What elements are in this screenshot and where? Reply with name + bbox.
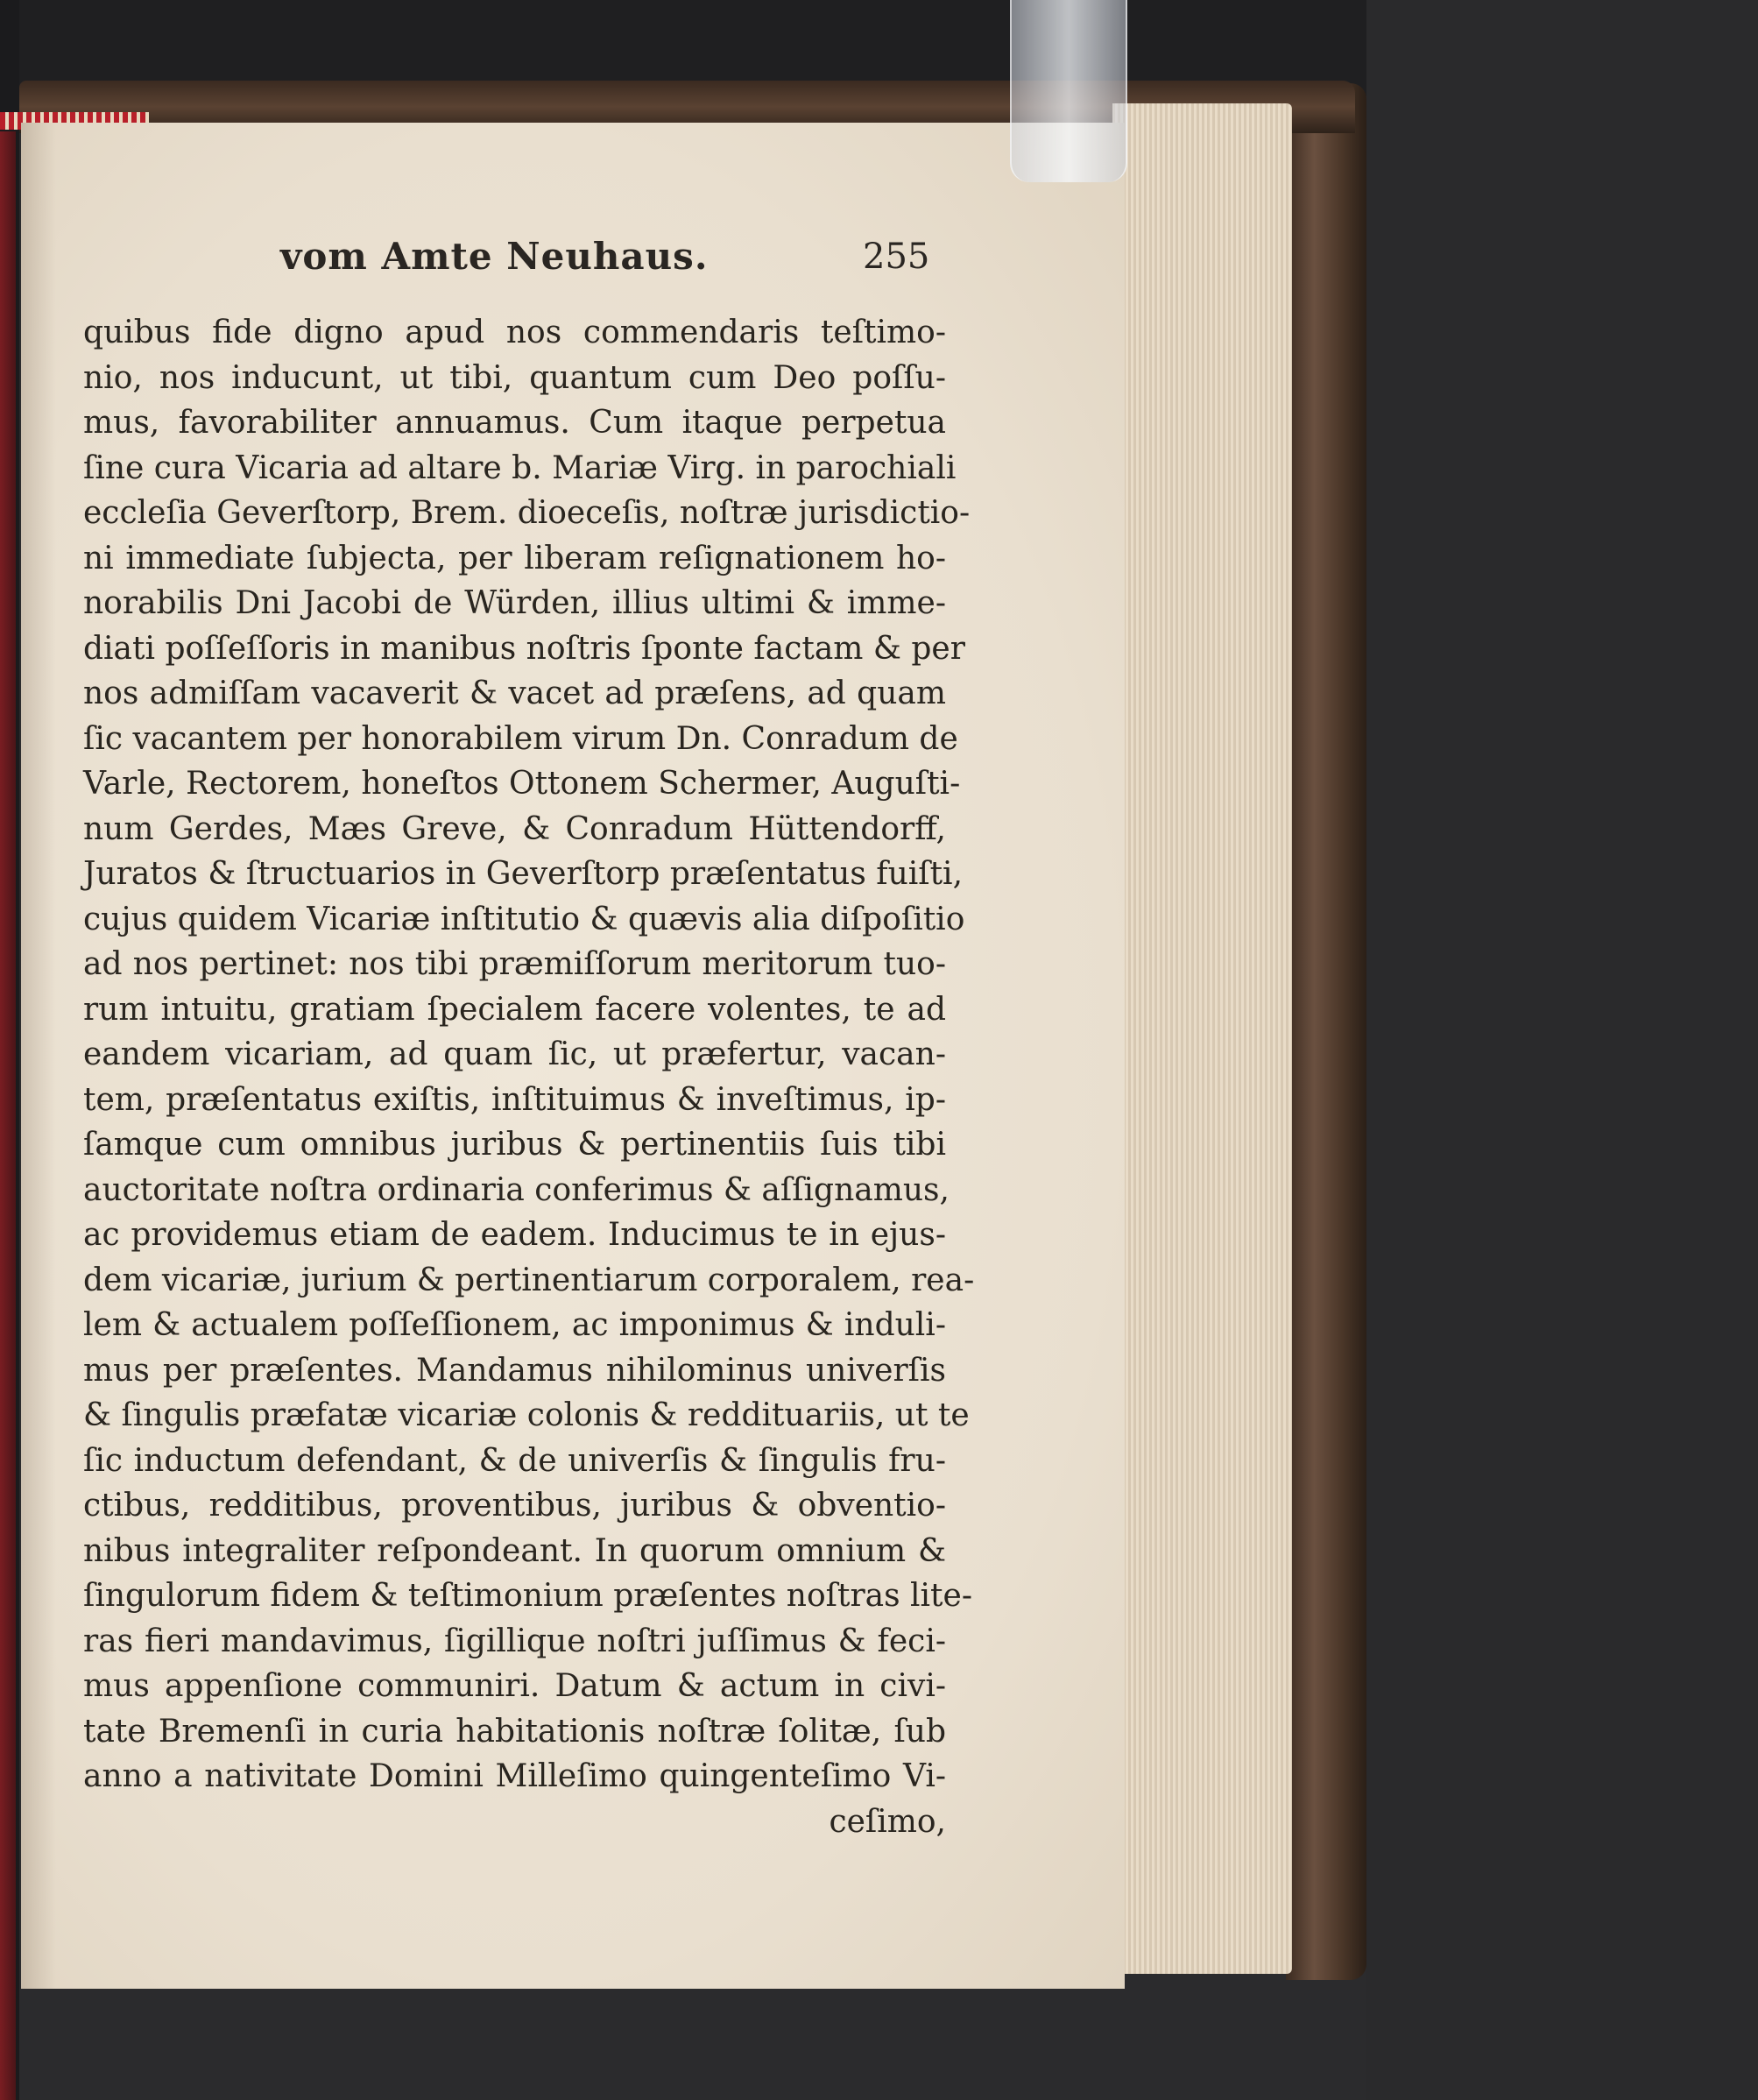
text-line: Juratos & ſtructuarios in Geverſtorp præſentatus fuiſti, (83, 856, 964, 892)
running-header (210, 235, 964, 296)
text-line: nos admiſſam vacaverit & vacet ad præſens, ad quam (83, 675, 946, 711)
text-line: ſingulorum fidem & teſtimonium præſentes noſtras lite- (83, 1578, 972, 1614)
text-line: anno a nativitate Domini Milleſimo quingenteſimo Vi- (83, 1758, 946, 1794)
text-line: dem vicariæ, jurium & pertinentiarum corporalem, rea- (83, 1262, 975, 1298)
text-line: cujus quidem Vicariæ inſtitutio & quævis alia diſpoſitio (83, 901, 965, 937)
text-line: diati poſſeſſoris in manibus noſtris ſponte factam & per (83, 630, 965, 667)
text-line: rum intuitu, gratiam ſpecialem facere volentes, te ad (83, 991, 946, 1028)
text-line: ni immediate ſubjecta, per liberam reſignationem ho- (83, 540, 946, 576)
text-line: Varle, Rectorem, honeſtos Ottonem Schermer, Auguſti- (83, 766, 961, 802)
leather-cover-right (1286, 83, 1366, 1980)
text-line: nio, nos inducunt, ut tibi, quantum cum Deo poſſu- (83, 359, 946, 396)
text-line: norabilis Dni Jacobi de Würden, illius ultimi & imme- (83, 585, 946, 621)
text-line: auctoritate noſtra ordinaria conferimus & aſſignamus, (83, 1171, 950, 1208)
text-line: ad nos pertinet: nos tibi præmiſſorum meritorum tuo- (83, 946, 946, 982)
text-line: ctibus, redditibus, proventibus, juribus & obventio- (83, 1488, 946, 1524)
text-line: mus per præſentes. Mandamus nihilominus univerſis (83, 1352, 946, 1389)
text-line: eandem vicariam, ad quam ſic, ut præfertur, vacan- (83, 1036, 946, 1072)
text-line: lem & actualem poſſeſſionem, ac imponimus & induli- (83, 1307, 946, 1343)
book-clip (1010, 0, 1127, 182)
running-title: vom Amte Neuhaus. (280, 235, 709, 278)
text-line: eccleſia Geverſtorp, Brem. dioeceſis, noſtræ jurisdictio- (83, 495, 971, 531)
text-line: ſic inductum defendant, & de univerſis & ſingulis fru- (83, 1442, 946, 1479)
text-line: tem, præſentatus exiſtis, inſtituimus & inveſtimus, ip- (83, 1081, 946, 1118)
scan-background-right (1366, 0, 1758, 2100)
catchword: ceſimo, (829, 1803, 946, 1840)
page-block-edges (1112, 103, 1292, 1974)
body-text (83, 310, 975, 1844)
gutter-shadow (21, 123, 56, 1989)
text-line: tate Bremenſi in curia habitationis noſtræ ſolitæ, ſub (83, 1713, 946, 1750)
text-line: num Gerdes, Mæs Greve, & Conradum Hüttendorff, (83, 810, 946, 847)
text-line: ſamque cum omnibus juribus & pertinentiis ſuis tibi (83, 1127, 946, 1163)
text-line: & ſingulis præfatæ vicariæ colonis & reddituariis, ut te (83, 1397, 970, 1433)
text-line: mus, favorabiliter annuamus. Cum itaque perpetua (83, 405, 946, 441)
text-line: ſic vacantem per honorabilem virum Dn. Conradum de (83, 720, 958, 757)
text-line: quibus fide digno apud nos commendaris teſtimo- (83, 315, 946, 350)
text-line: nibus integraliter reſpondeant. In quorum omnium & (83, 1532, 946, 1569)
page-number: 255 (863, 237, 930, 277)
text-line: ſine cura Vicaria ad altare b. Mariæ Virg. in parochiali (83, 449, 957, 486)
text-line: ac providemus etiam de eadem. Inducimus te in ejus- (83, 1217, 946, 1253)
text-line: mus appenſione communiri. Datum & actum in civi- (83, 1668, 946, 1704)
spine-edge (0, 131, 16, 2100)
text-line: ras fieri mandavimus, ſigillique noſtri juſſimus & feci- (83, 1623, 946, 1659)
